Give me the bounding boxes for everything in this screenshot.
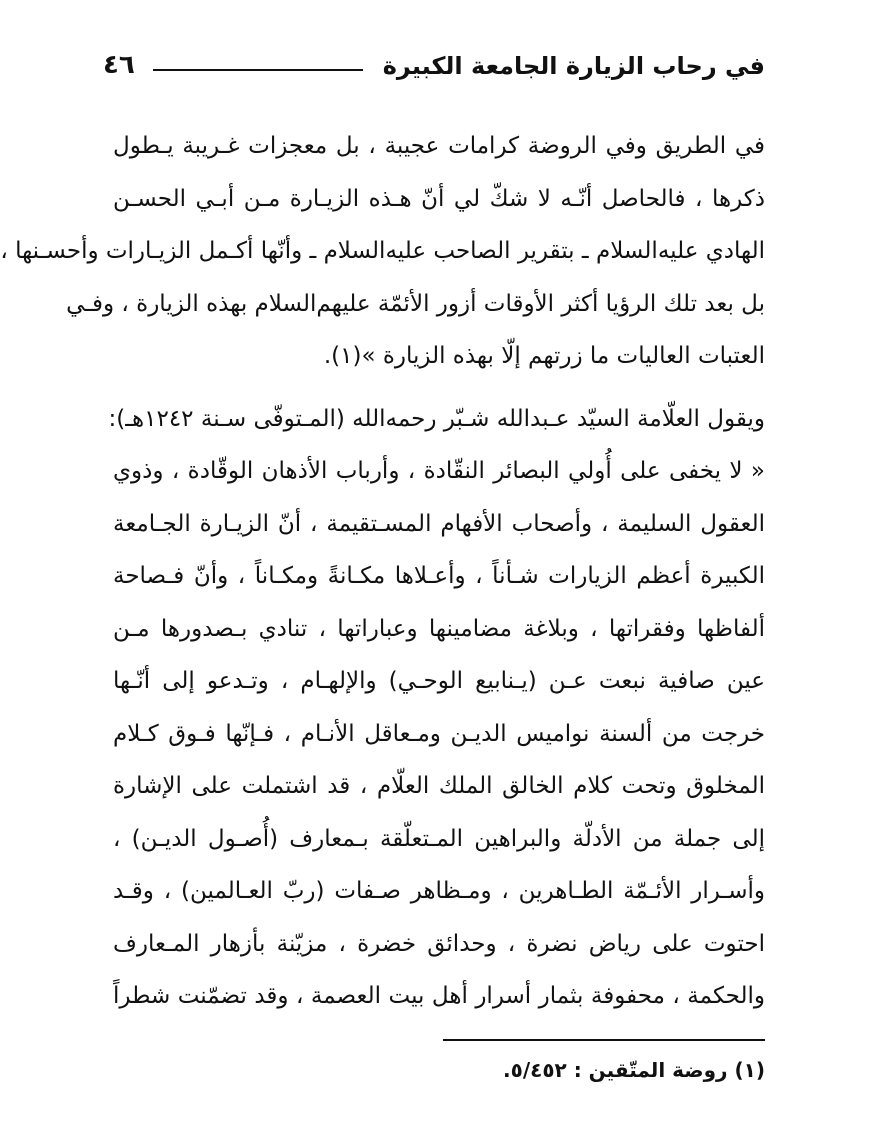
- text-line: وأسـرار الأئـمّة الطـاهرين ، ومـظاهر صـفات (ربّ العـالمين) ، وقـد: [113, 878, 765, 904]
- footnote: (١) روضة المتّقين : ٥/٤٥٢.: [503, 1058, 765, 1082]
- page-header: [103, 48, 765, 88]
- body-text: [0, 120, 765, 1023]
- text-line: في الطريق وفي الروضة كرامات عجيبة ، بل معجزات غـريبة يـطول: [113, 133, 765, 159]
- text-line: عين صافية نبعت عـن (يـنابيع الوحـي) والإلهـام ، وتـدعو إلى أنّـها: [113, 668, 765, 694]
- footnote-separator: [443, 1039, 765, 1041]
- paragraph-1: [0, 120, 765, 383]
- text-line: إلى جملة من الأدلّة والبراهين المـتعلّقة بـمعارف (أُصـول الديـن) ،: [113, 825, 765, 852]
- paragraph-2: [108, 393, 765, 1023]
- text-line: الكبيرة أعظم الزيارات شـأناً ، وأعـلاها مكـانةً ومكـاناً ، وأنّ فـصاحة: [113, 563, 765, 589]
- text-line: العتبات العاليات ما زرتهم إلّا بهذه الزيارة »(١).: [323, 343, 765, 369]
- page-number: ٤٦: [103, 50, 135, 80]
- text-line: والحكمة ، محفوفة بثمار أسرار أهل بيت العصمة ، وقد تضمّنت شطراً: [113, 983, 765, 1009]
- text-line: خرجت من ألسنة نواميس الديـن ومـعاقل الأنـام ، فـإنّها فـوق كـلام: [113, 720, 765, 747]
- text-line: احتوت على رياض نضرة ، وحدائق خضرة ، مزيّنة بأزهار المـعارف: [113, 930, 765, 957]
- text-line: بل بعد تلك الرؤيا أكثر الأوقات أزور الأئمّة عليهم‌السلام بهذه الزيارة ، وفـي: [66, 290, 765, 317]
- header-rule: [153, 69, 363, 71]
- text-line: ويقول العلّامة السيّد عـبدالله شـبّر رحمه‌الله (المـتوفّى سـنة ١٢٤٢هـ):: [108, 405, 765, 432]
- text-line: المخلوق وتحت كلام الخالق الملك العلّام ، قد اشتملت على الإشارة: [113, 773, 765, 799]
- running-title: في رحاب الزيارة الجامعة الكبيرة: [382, 52, 765, 80]
- text-line: الهادي عليه‌السلام ـ بتقرير الصاحب عليه‌السلام ـ وأنّها أكـمل الزيـارات وأحسـنها ،: [0, 238, 765, 264]
- text-line: ذكرها ، فالحاصل أنّـه لا شكّ لي أنّ هـذه الزيـارة مـن أبـي الحسـن: [113, 185, 765, 212]
- text-line: العقول السليمة ، وأصحاب الأفهام المسـتقيمة ، أنّ الزيـارة الجـامعة: [113, 510, 765, 537]
- text-line: ألفاظها وفقراتها ، وبلاغة مضامينها وعباراتها ، تنادي بـصدورها مـن: [113, 615, 765, 642]
- text-line: « لا يخفى على أُولي البصائر النقّادة ، وأرباب الأذهان الوقّادة ، وذوي: [113, 458, 765, 484]
